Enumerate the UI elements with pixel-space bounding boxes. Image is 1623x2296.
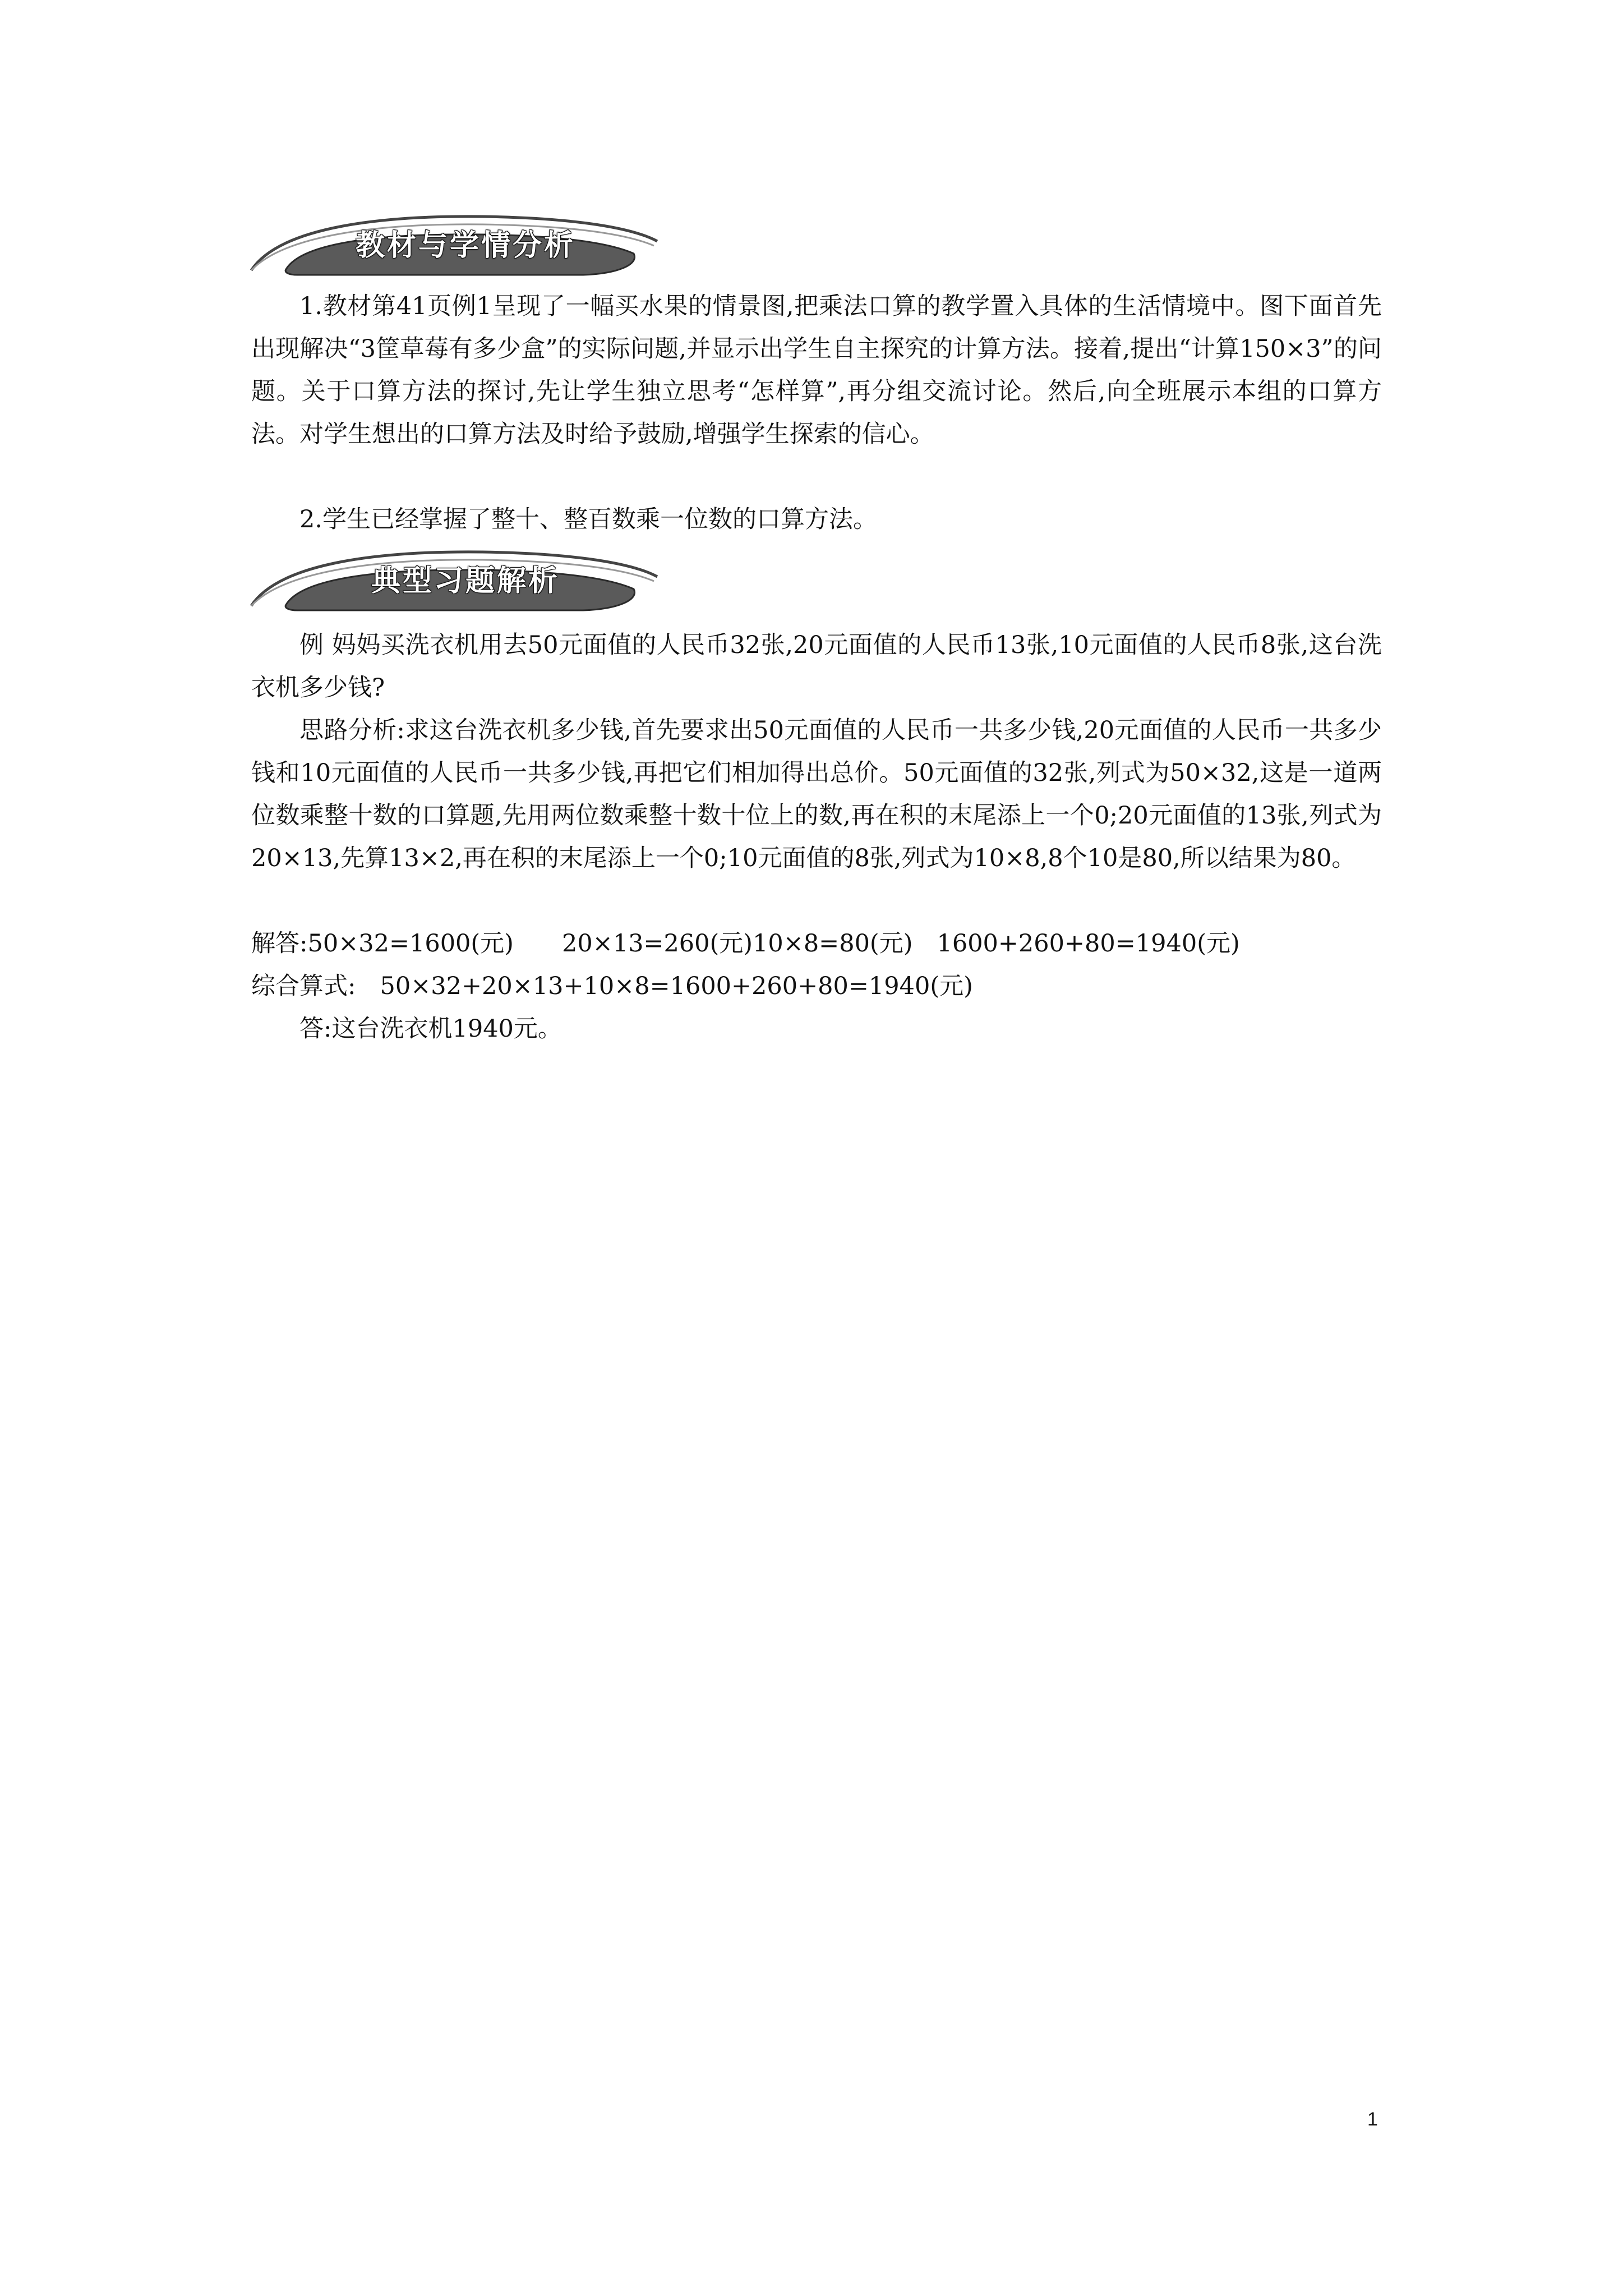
section-heading-material-analysis: 教材与学情分析 [355, 229, 575, 263]
section-heading-banner [247, 544, 662, 617]
solution-line: 解答:50×32=1600(元) 20×13=260(元)10×8=80(元) 1600+260+80=1940(元) [251, 930, 1240, 958]
answer-line: 答:这台洗衣机1940元。 [299, 1015, 562, 1043]
analysis-paragraph: 思路分析:求这台洗衣机多少钱,首先要求出50元面值的人民币一共多少钱,20元面值的人民币一共多少钱和10元面值的人民币一共多少钱,再把它们相加得出总价。50元面值的32张,列式为50×32,这是一道两位数乘整十数的口算题,先用两位数乘整十数十位上的数,再在积的末尾添上一个0;20元面值的13张,列式为20×13,先算13×2,再在积的末尾添上一个0;10元面值的8张,列式为10×8,8个10是80,所以结果为80。 [251, 716, 1382, 872]
example-problem: 例 妈妈买洗衣机用去50元面值的人民币32张,20元面值的人民币13张,10元面值的人民币8张,这台洗衣机多少钱? [251, 631, 1382, 702]
section-heading-banner [247, 209, 662, 282]
combined-formula-line: 综合算式: 50×32+20×13+10×8=1600+260+80=1940(元) [251, 972, 973, 1000]
page-number: 1 [1367, 2109, 1378, 2130]
section-heading-typical-exercises: 典型习题解析 [371, 564, 560, 598]
paragraph-material-2: 2.学生已经掌握了整十、整百数乘一位数的口算方法。 [299, 505, 878, 533]
paragraph-material-1: 1.教材第41页例1呈现了一幅买水果的情景图,把乘法口算的教学置入具体的生活情境中。图下面首先出现解决“3筐草莓有多少盒”的实际问题,并显示出学生自主探究的计算方法。接着,提出“计算150×3”的问题。关于口算方法的探讨,先让学生独立思考“怎样算”,再分组交流讨论。然后,向全班展示本组的口算方法。对学生想出的口算方法及时给予鼓励,增强学生探索的信心。 [251, 292, 1382, 448]
